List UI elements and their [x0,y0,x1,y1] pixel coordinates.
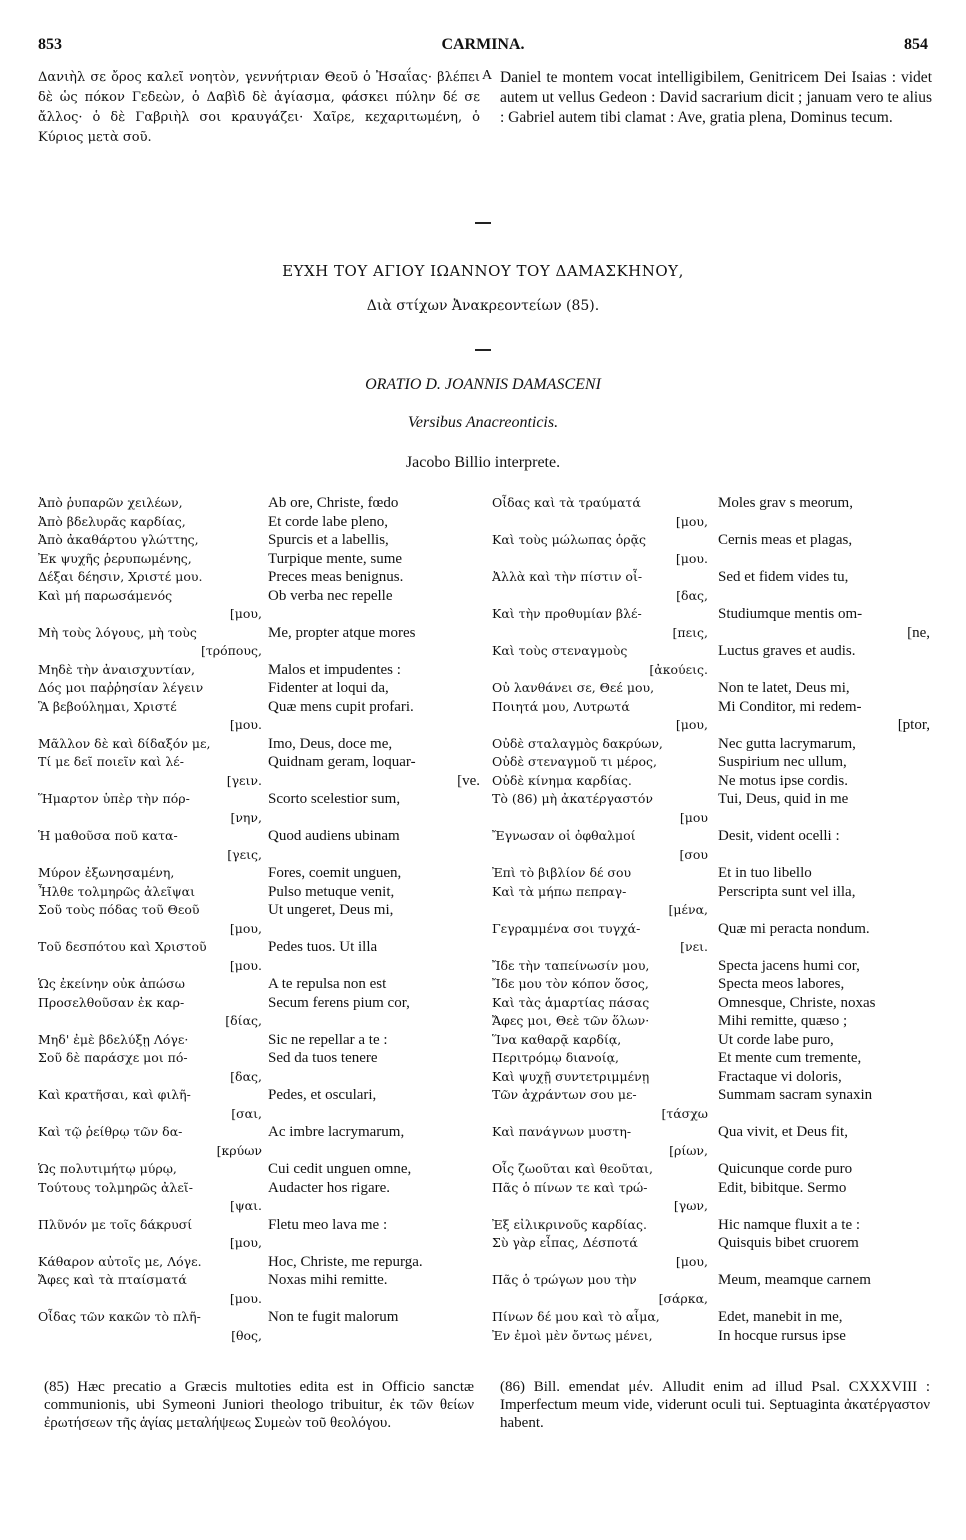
verse-line: Πίνων δέ μου καὶ τὸ αἷμα, [492,1309,660,1324]
verse-line [268,1290,480,1309]
verse-line [718,846,930,865]
verse-line: Non te fugit malorum [268,1309,399,1325]
verse-line: Suspirium nec ullum, [718,754,847,770]
verse-line: Fractaque vi doloris, [718,1068,842,1085]
verse-line [268,716,480,735]
verse-line: [γων, [673,1198,708,1213]
verse-line: Μᾶλλον δὲ καὶ δίδαξόν με, [38,735,211,751]
verse-line: Ἐν ἐμοὶ μὲν ὄντως μένει, [492,1327,653,1343]
verse-line [718,938,930,957]
verse-line: Ut ungeret, Deus mi, [268,902,394,918]
verse-line: Ac imbre lacrymarum, [268,1124,405,1140]
verse-line: [ne, [907,624,930,641]
verse-line: Ἥμαρτον ὑπὲρ τὴν πόρ- [38,791,190,806]
verse-line: Τῶν ἀχράντων σου με- [492,1087,637,1102]
verse-line: Μὴ τοὺς λόγους, μὴ τοὺς [38,624,197,640]
verse-line: [μου. [675,550,708,566]
verse-line: Mi Conditor, mi redem- [718,698,862,715]
verse-line: [μου, [675,513,708,529]
verse-line: Ἴδε μου τὸν κόπον ὅσος, [492,976,649,991]
verse-line: Κάθαρον αὐτοῖς με, Λόγε. [38,1253,202,1269]
verse-line [268,1327,480,1346]
verse-line: Προσελθοῦσαν ἐκ καρ- [38,994,185,1010]
verse-line: [σου [679,846,708,862]
verse-line: [μου, [229,606,262,621]
verse-line: Καὶ μή παρωσάμενός [38,587,173,603]
verse-line: [δας, [676,587,708,603]
verse-line: Ἴδε τὴν ταπείνωσίν μου, [492,957,650,973]
verse-line: Audacter hos rigare. [268,1179,391,1196]
verse-line: Τούτους τολμηρῶς ἀλεῖ- [38,1179,193,1195]
verse-line: Fletu meo lava me : [268,1216,388,1233]
verse-line [268,920,480,939]
verse-line: [γεις, [227,846,262,862]
verse-line: Οἶδας καὶ τὰ τραύματά [492,495,641,510]
verse-line [268,809,480,828]
verse-line: Οὐδὲ στεναγμοῦ τι μέρος, [492,754,657,769]
footnote-86: (86) Bill. emendat μέν. Alludit enim ad illud Psal. CXXXVIII : Imperfectum meum vide, viderunt oculi tui. Septuaginta ἀκατέργαστον habent. [500,1379,930,1431]
verse-line [268,1068,480,1087]
verse-line [268,1012,480,1031]
verse-line: Ob verba nec repelle [268,587,393,604]
verse-line [718,1197,930,1216]
verse-line: Ἄφες καὶ τὰ πταίσματά [38,1272,187,1287]
verse-line: Ὡς πολυτιμήτῳ μύρῳ, [38,1161,177,1176]
verse-line: Σοῦ δὲ παράσχε μοι πό- [38,1050,188,1065]
verse-line: Malos et impudentes : [268,661,401,678]
verse-line: Ἐξ εἰλικρινοῦς καρδίας. [492,1216,647,1232]
verse-line: Hoc, Christe, me repurga. [268,1253,423,1270]
verse-line: Οἶδας τῶν κακῶν τὸ πλῆ- [38,1309,201,1324]
verse-line: Spurcis et a labellis, [268,532,389,548]
verse-line: [τάσχω [661,1105,708,1121]
verse-line: [μου, [229,1235,262,1250]
verse-line: Tui, Deus, quid in me [718,791,849,807]
verse-line: Edet, manebit in me, [718,1309,843,1325]
verse-line: Οὐδὲ κίνημα καρδίας. [492,772,632,788]
verse-line: Secum ferens pium cor, [268,994,410,1011]
verse-line: Omnesque, Christe, noxas [718,994,876,1011]
verse-line: [μου [679,809,708,825]
verse-line: Fidenter at loqui da, [268,680,389,696]
verse-line: Ἄφες μοι, Θεὲ τῶν ὅλων· [492,1013,650,1028]
verse-line: Καὶ πανάγνων μυστη- [492,1124,632,1139]
verse-line: Quæ mens cupit profari. [268,698,414,715]
verse-line: [μου, [675,1253,708,1269]
verse-line: [μου. [229,717,262,732]
verse-line: Quidnam geram, loquar- [268,754,416,770]
verse-line: [δίας, [225,1013,262,1028]
verse-line: Ἃ βεβούλημαι, Χριστέ [38,698,177,714]
verse-line: Μηδὲ τὴν ἀναισχυντίαν, [38,661,195,677]
verse-line: Qua vivit, et Deus fit, [718,1124,848,1140]
verse-line [268,1197,480,1216]
verse-line: [ptor, [897,717,930,733]
verse-line [718,587,930,606]
verse-line: Fores, coemit unguen, [268,865,402,881]
left-greek-column [38,494,262,1345]
verse-line: Μηδ' ἐμὲ βδελύξῃ Λόγε· [38,1031,189,1047]
verse-line: Καὶ τὰ μήπω πεπραγ- [492,883,627,899]
verse-line [718,661,930,680]
verse-line: Et corde labe pleno, [268,513,388,530]
verse-line: Τὸ (86) μὴ ἀκατέργαστόν [492,791,653,806]
verse-line: [ve. [457,772,480,789]
verse-line [718,550,930,569]
verse-line: Σὺ γὰρ εἶπας, Δέσποτά [492,1235,638,1250]
verse-line: Ἀπὸ ἀκαθάρτου γλώττης, [38,532,199,547]
verse-line: Turpique mente, sume [268,550,403,567]
verse-line: Et in tuo libello [718,865,812,881]
verse-line: [νει. [680,939,708,954]
verse-line [268,642,480,661]
verse-line: [πεις, [672,624,708,640]
verse-line: Edit, bibitque. Sermo [718,1179,847,1196]
verse-line: Specta meos labores, [718,976,845,992]
verse-line: Ἦλθε τολμηρῶς ἀλεῖψαι [38,883,195,899]
interpreter-line: Jacobo Billio interprete. [405,454,561,471]
verse-line: Sed da tuos tenere [268,1050,378,1066]
verse-line: Οἷς ζωοῦται καὶ θεοῦται, [492,1161,653,1176]
intro-latin-text: Daniel te montem vocat intelligibilem, Genitricem Dei Isaias : videt autem ut vellus Gedeon : David sacrarium dicit ; januam vero te alius : Gabriel autem tibi clamat : Ave, gratia plena, Dominus tecum. [500,69,932,126]
page-header [38,36,928,58]
verse-line: Δός μοι παῤῥησίαν λέγειν [38,680,204,695]
verse-line: Ἵνα καθαρᾷ καρδίᾳ, [492,1031,622,1047]
verse-line: [μου, [675,717,708,732]
verse-line: Sic ne repellar a te : [268,1031,388,1048]
intro-greek-text: Δανιὴλ σε ὄρος καλεῖ νοητὸν, γεννήτριαν Θεοῦ ὁ Ἠσαΐας· βλέπει δὲ ὡς πόκον Γεδεὼν, ὁ Δαβὶδ δὲ ἁγίασμα, φάσκει πύλην δέ σε ἄλλος· ὁ δὲ Γαβριὴλ σοι κραυγάζει· Χαῖρε, κεχαριτωμένη, ὁ Κύριος μετὰ σοῦ. [38,70,480,145]
verse-line [718,513,930,532]
verse-line: [σαι, [231,1105,262,1121]
verse-line: Luctus graves et audis. [718,643,856,659]
verse-line [268,957,480,976]
footnote-85: (85) Hæc precatio a Græcis multoties edita est in Officio sanctæ communionis, ubi Symeoni Juniori theologo tribuitur, ἐκ τῶν θείων ἐρωτήσεων τῆς ἁγίας μεταλήψεως Συμεὼν τοῦ θεολόγου. [44,1379,474,1431]
verse-line: Non te latet, Deus mi, [718,680,850,696]
verse-line: Noxas mihi remitte. [268,1272,388,1288]
verse-line: [σάρκα, [658,1290,708,1306]
verse-line: Οὐ λανθάνει σε, Θεέ μου, [492,680,655,695]
verse-line: Ut corde labe puro, [718,1031,834,1048]
verse-line [268,1142,480,1161]
verse-line: Quod audiens ubinam [268,828,400,844]
verse-line: Μύρον ἐξωνησαμένη, [38,865,175,880]
verse-line: Καὶ ψυχῇ συντετριμμένῃ [492,1068,650,1084]
verse-line [718,1253,930,1272]
verse-line: Moles grav s meorum, [718,495,853,511]
verse-line: Περιτρόμῳ διανοίᾳ, [492,1050,620,1065]
verse-line: Ἡ μαθοῦσα ποῦ κατα- [38,828,178,843]
verse-line: Καὶ τοὺς στεναγμοὺς [492,643,628,658]
verse-line: Summam sacram synaxin [718,1087,873,1103]
verse-line: Οὐδὲ σταλαγμὸς δακρύων, [492,735,663,751]
verse-line: [μου. [229,1290,262,1306]
verse-line: Ἀπὸ ῥυπαρῶν χειλέων, [38,495,183,510]
verse-line: Nec gutta lacrymarum, [718,735,856,752]
verse-line: [γειν. [226,772,262,788]
verse-line: Meum, meamque carnem [718,1272,871,1288]
right-latin-column [718,494,930,1345]
verse-line [718,901,930,920]
verse-line [268,1234,480,1253]
verse-line: Preces meas benignus. [268,569,404,585]
verse-line: Ποιητά μου, Λυτρωτά [492,698,630,714]
verse-line: Ἀλλὰ καὶ τὴν πίστιν οἶ- [492,569,643,584]
verse-line: Ne motus ipse cordis. [718,772,848,789]
verse-line: Pedes tuos. Ut illa [268,939,378,955]
verse-line: In hocque rursus ipse [718,1327,846,1344]
verse-line: Ἀπὸ βδελυρᾶς καρδίας, [38,513,186,529]
verse-line: Ab ore, Christe, fœdo [268,495,399,511]
verse-line: Γεγραμμένα σοι τυγχά- [492,920,641,936]
verse-line: [μου, [229,920,262,936]
verse-line: [ἀκούεις. [649,661,708,677]
verse-line: Καὶ κρατῆσαι, καὶ φιλῆ- [38,1087,191,1102]
verse-line: [ρίων, [669,1142,708,1158]
separator-dash [475,222,491,224]
greek-subtitle: Διὰ στίχων Ἀνακρεοντείων (85). [366,298,600,314]
verse-line: Quicunque corde puro [718,1161,853,1177]
verse-line: Ἐπὶ τὸ βιβλίον δέ σου [492,865,632,880]
verse-line: A te repulsa non est [268,976,387,992]
verse-line: Τί με δεῖ ποιεῖν καὶ λέ- [38,754,185,769]
latin-title: ORATIO D. JOANNIS DAMASCENI [365,376,601,393]
verse-line: Et mente cum tremente, [718,1050,862,1066]
verse-line: Καὶ τὰς ἁμαρτίας πάσας [492,994,650,1010]
right-greek-column [492,494,708,1345]
verse-line: Me, propter atque mores [268,624,416,641]
verse-line: Sed et fidem vides tu, [718,569,849,585]
verse-line: Σοῦ τοὺς πόδας τοῦ Θεοῦ [38,902,200,917]
verse-line: Ὡς ἐκείνην οὐκ ἀπώσω [38,976,185,991]
verse-line: Καὶ τὴν προθυμίαν βλέ- [492,606,642,621]
page-number-left: 853 [38,36,62,53]
running-title: CARMINA. [441,36,525,53]
verse-line [718,1142,930,1161]
verse-line: Ἐκ ψυχῆς ῥερυπωμένης, [38,550,192,566]
verse-line: Quisquis bibet cruorem [718,1235,859,1251]
verse-line: Studiumque mentis om- [718,606,863,622]
verse-line: Ἔγνωσαν οἱ ὀφθαλμοί [492,828,636,843]
verse-line: [μου. [229,957,262,973]
verse-line: [κρύων [216,1142,262,1158]
verse-line: [ψαι. [230,1198,262,1213]
verse-line: Cui cedit unguen omne, [268,1161,412,1177]
separator-dash [475,349,491,351]
verse-line: [δας, [230,1068,262,1084]
verse-line: Καὶ τοὺς μώλωπας ὁρᾷς [492,532,647,547]
verse-line: Hic namque fluxit a te : [718,1216,861,1233]
verse-line: Τοῦ δεσπότου καὶ Χριστοῦ [38,939,207,954]
verse-line [268,605,480,624]
verse-line: [μένα, [668,902,708,917]
verse-line: Desit, vident ocelli : [718,828,840,844]
verse-line [268,846,480,865]
latin-subtitle: Versibus Anacreonticis. [407,414,559,431]
margin-letter: A [482,68,493,83]
verse-line: Cernis meas et plagas, [718,532,853,548]
verse-line [718,809,930,828]
verse-line: Πᾶς ὁ τρώγων μου τὴν [492,1272,637,1287]
verse-line: [τρόπους, [201,643,262,658]
verse-line: Πᾶς ὁ πίνων τε καὶ τρώ- [492,1179,648,1195]
verse-line: Pedes, et osculari, [268,1087,377,1103]
verse-line: Πλῦνόν με τοῖς δάκρυσί [38,1216,193,1232]
verse-line [718,1290,930,1309]
verse-line: [νην, [230,809,262,825]
verse-line: Perscripta sunt vel illa, [718,883,856,900]
verse-line: Mihi remitte, quæso ; [718,1013,848,1029]
verse-line: Καὶ τῷ ῥείθρῳ τῶν δα- [38,1124,183,1139]
verse-line: Δέξαι δέησιν, Χριστέ μου. [38,569,203,584]
verse-line: Quæ mi peracta nondum. [718,920,870,937]
verse-line: Imo, Deus, doce me, [268,735,393,752]
verse-line: Specta jacens humi cor, [718,957,860,974]
greek-title: ΕΥΧΗ ΤΟΥ ΑΓΙΟΥ ΙΩΑΝΝΟΥ ΤΟΥ ΔΑΜΑΣΚΗΝΟΥ, [282,262,684,280]
verse-line [718,1105,930,1124]
left-latin-column [268,494,480,1345]
verse-line: Pulso metuque venit, [268,883,395,900]
verse-line: Scorto scelestior sum, [268,791,401,807]
verse-line [268,1105,480,1124]
verse-line: [θος, [231,1327,262,1343]
page-number-right: 854 [904,36,928,53]
